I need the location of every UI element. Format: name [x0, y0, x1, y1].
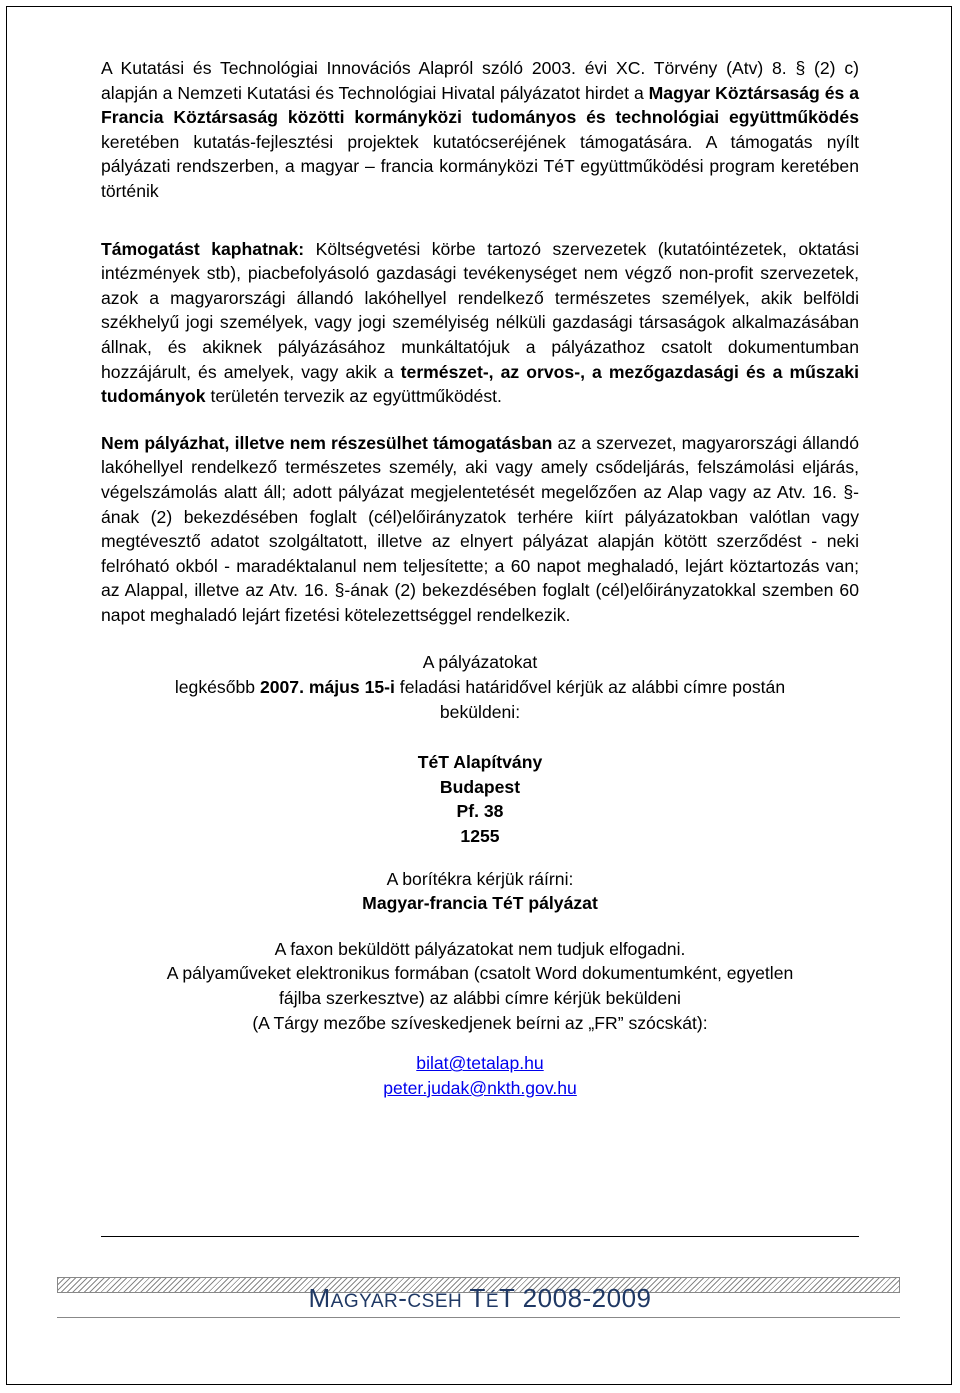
- address-pobox: Pf. 38: [456, 801, 504, 822]
- eligibility-heading: Támogatást kaphatnak:: [101, 238, 305, 259]
- electronic-note-1: A pályaműveket elektronikus formában (csatolt Word dokumentumként, egyetlen: [166, 963, 794, 984]
- footer-cseh: CSEH: [407, 1291, 463, 1312]
- email-list: [101, 1051, 859, 1100]
- footer-underline: [57, 1317, 900, 1318]
- deadline-line-2: [101, 675, 859, 700]
- document-body: [101, 56, 859, 1100]
- intro-text-end: keretében kutatás-fejlesztési projektek kutatócseréjének támogatására. A támogatás nyílt pályázati rendszerben, a magyar – francia kormányközi TéT együttműködési program keretében történik: [101, 131, 859, 201]
- footer-e: É: [485, 1291, 500, 1312]
- footer-rule: [101, 1236, 859, 1237]
- footer-m: M: [308, 1283, 331, 1313]
- deadline-line-1: A pályázatokat: [422, 652, 538, 673]
- footer-years: T 2008-2009: [499, 1283, 652, 1313]
- eligibility-fields: természet-, az orvos-, a mezőgazdasági és a műszaki tudományok: [101, 361, 859, 407]
- intro-text: A Kutatási és Technológiai Innovációs Alapról szóló 2003. évi XC. Törvény (Atv) 8. § (2) c) alapján a Nemzeti Kutatási és Technológiai Hivatal pályázatot hirdet a: [101, 58, 859, 103]
- footer-dash: -: [398, 1283, 408, 1313]
- envelope-label: [101, 891, 859, 916]
- intro-paragraph: [101, 56, 859, 204]
- eligibility-text-end: területén tervezik az együttműködést.: [205, 386, 502, 407]
- address-block: [101, 750, 859, 848]
- footer-agyar: AGYAR: [330, 1291, 399, 1312]
- email-link-bilat[interactable]: bilat@tetalap.hu: [416, 1053, 544, 1074]
- deadline-date: 2007. május 15-i: [259, 677, 395, 698]
- envelope-instruction: A borítékra kérjük ráírni:: [386, 868, 574, 889]
- electronic-note-2: fájlba szerkesztve) az alábbi címre kérjük beküldeni: [279, 988, 681, 1008]
- eligibility-paragraph: [101, 237, 859, 409]
- address-name: TéT Alapítvány: [417, 752, 543, 773]
- address-city: Budapest: [439, 776, 521, 797]
- deadline-post: feladási határidővel kérjük az alábbi címre postán: [394, 677, 786, 698]
- envelope-label-text: Magyar-francia TéT pályázat: [362, 893, 598, 914]
- email-link-judak[interactable]: peter.judak@nkth.gov.hu: [383, 1077, 577, 1098]
- subject-note: (A Tárgy mezőbe szíveskedjenek beírni az „FR” szócskát):: [252, 1012, 708, 1033]
- exclusion-heading: Nem pályázhat, illetve nem részesülhet támogatásban: [101, 432, 553, 453]
- deadline-line-3: beküldeni:: [439, 701, 521, 722]
- fax-note: A faxon beküldött pályázatokat nem tudjuk elfogadni.: [274, 938, 686, 959]
- deadline-pre: legkésőbb: [174, 677, 260, 698]
- exclusion-paragraph: [101, 431, 859, 628]
- footer-title: [0, 1283, 960, 1317]
- eligibility-text: Költségvetési körbe tartozó szervezetek (kutatóintézetek, oktatási intézmények stb), piacbefolyásoló gazdasági tevékenységet nem végző non-profit szervezetek, azok a magyarországi állandó lakóhellyel rendelkező természetes személyek, akik belföldi székhelyű jogi személyek, vagy jogi személyiség nélküli gazdasági társaságok alkalmazásában állnak, és akiknek pályázásához munkáltatójuk a pályázathoz csatolt dokumentumban hozzájárult, és amelyek, vagy akik a: [101, 238, 859, 382]
- exclusion-text: az a szervezet, magyarországi állandó lakóhellyel rendelkező természetes személy, aki vagy amely csődeljárás, felszámolási eljárás, végelszámolás alatt áll; adott pályázat megjelentetését megelőzően az Alap vagy az Atv. 16. §-ának (2) bekezdésében foglalt (cél)előirányzatok terhére kiírt pályázatokban valótlan vagy megtévesztő adatot szolgáltatott, illetve az elnyert pályázat alapján kötött szerződést - neki felróható okból - maradéktalanul nem teljesítette; a 60 napot meghaladó, lejárt köztartozás van; az Alappal, illetve az Atv. 16. §-ának (2) bekezdésében foglalt (cél)előirányzatokkal szemben 60 napot meghaladó lejárt fizetési kötelezettséggel rendelkezik.: [101, 432, 860, 625]
- intro-bold-program: Magyar Köztársaság és a Francia Köztársaság közötti kormányközi tudományos és technológiai együttműködés: [101, 82, 859, 128]
- footer-t: T: [462, 1283, 486, 1313]
- address-zip: 1255: [460, 826, 500, 847]
